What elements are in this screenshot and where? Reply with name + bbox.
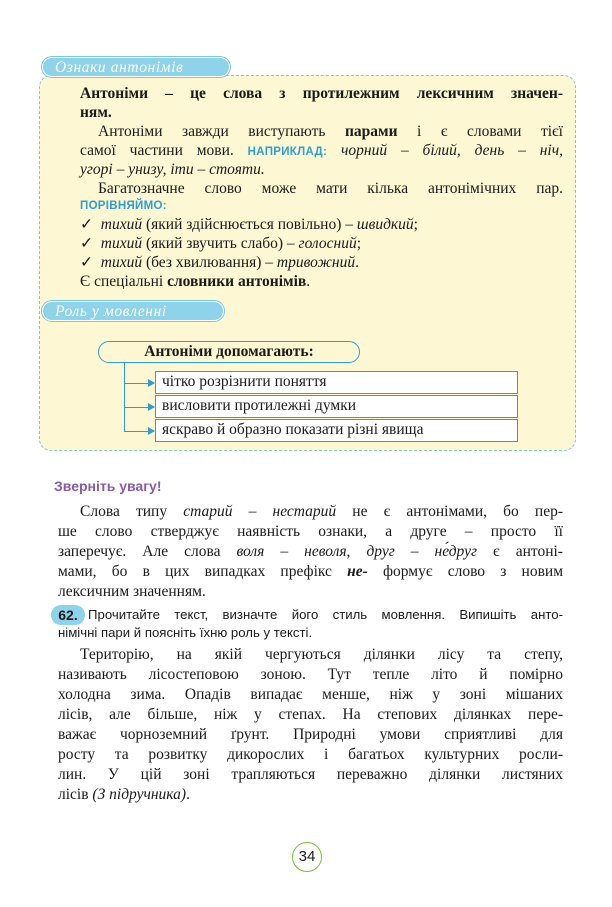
example-label: НАПРИКЛАД: bbox=[247, 146, 328, 158]
diagram-connector bbox=[124, 363, 125, 432]
polysemy-paragraph: Багатозначне слово може мати кілька антонімічних пар. bbox=[98, 180, 563, 197]
text-line: називають лісостеповою зоною. Тут тепле літо й помірно bbox=[58, 666, 563, 683]
compare-label: ПОРІВНЯЙМО: bbox=[80, 200, 167, 212]
task-number-badge: 62. bbox=[51, 605, 85, 625]
check-icon: ✓ bbox=[80, 235, 93, 252]
arrow-right-icon bbox=[148, 379, 155, 387]
comparison-item: ✓ тихий (без хвилювання) – тривожний. bbox=[80, 254, 359, 271]
attention-line: мами, бо в цих випадках префікс не- формує слово з новим bbox=[58, 563, 564, 580]
text-line: лісів, але більше, ніж у степах. На степових ділянках пере- bbox=[58, 706, 563, 723]
attention-line: заперечує. Але слова воля – неволя, друг – не́друг є антоні- bbox=[58, 543, 563, 560]
arrow-right-icon bbox=[148, 403, 155, 411]
section-tag-antonym-features: Ознаки антонімів bbox=[42, 57, 230, 77]
definition-line-1: Антоніми – це слова з протилежним лексичним значен- bbox=[80, 85, 563, 102]
dictionaries-line: Є спеціальні словники антонімів. bbox=[80, 273, 311, 290]
text-line: лісів (З підручника). bbox=[58, 786, 190, 803]
arrow-right-icon bbox=[148, 427, 155, 435]
text-line: холодна зима. Опадів випадає менше, ніж у зоні мішаних bbox=[58, 686, 563, 703]
attention-line: лексичним значенням. bbox=[58, 583, 206, 600]
task-instruction-line-1: Прочитайте текст, визначте його стиль мовлення. Випишіть анто- bbox=[88, 607, 563, 622]
paragraph-pairs: Антоніми завжди виступають парами і є словами тієї bbox=[98, 123, 563, 140]
diagram-title: Антоніми допомагають: bbox=[98, 341, 360, 363]
text-line: Територію, на якій чергуються ділянки лісу та степу, bbox=[80, 646, 563, 663]
diagram-item: висловити протилежні думки bbox=[155, 395, 518, 418]
check-icon: ✓ bbox=[80, 254, 93, 271]
comparison-item: ✓ тихий (який звучить слабо) – голосний; bbox=[80, 235, 362, 252]
text-line: важає чорноземний ґрунт. Природні умови сприятливі для bbox=[58, 726, 563, 743]
task-instruction-line-2: німічні пари й поясніть їхню роль у тексті. bbox=[58, 625, 313, 640]
diagram-item: яскраво й образно показати різні явища bbox=[155, 419, 518, 442]
diagram-item: чітко розрізнити поняття bbox=[155, 371, 518, 394]
text-line: росту та розвитку дикорослих і багатьох культурних росли- bbox=[58, 746, 563, 763]
comparison-item: ✓ тихий (який здійснюється повільно) – швидкий; bbox=[80, 216, 418, 233]
attention-line: Слова типу старий – нестарий не є антонімами, бо пер- bbox=[80, 503, 564, 520]
paragraph-example: самої частини мови. НАПРИКЛАД: чорний – білий, день – ніч, bbox=[80, 142, 564, 159]
attention-line: ше слово стверджує наявність ознаки, а друге – просто її bbox=[58, 523, 563, 540]
attention-heading: Зверніть увагу! bbox=[54, 478, 162, 494]
check-icon: ✓ bbox=[80, 216, 93, 233]
page-number: 34 bbox=[292, 842, 322, 872]
section-tag-role-in-speech: Роль у мовленні bbox=[42, 301, 224, 321]
definition-line-2: ням. bbox=[80, 104, 112, 121]
text-line: лин. У цій зоні трапляються переважно ділянки листяних bbox=[58, 766, 563, 783]
example-continued: угорі – унизу, іти – стояти. bbox=[80, 161, 265, 178]
